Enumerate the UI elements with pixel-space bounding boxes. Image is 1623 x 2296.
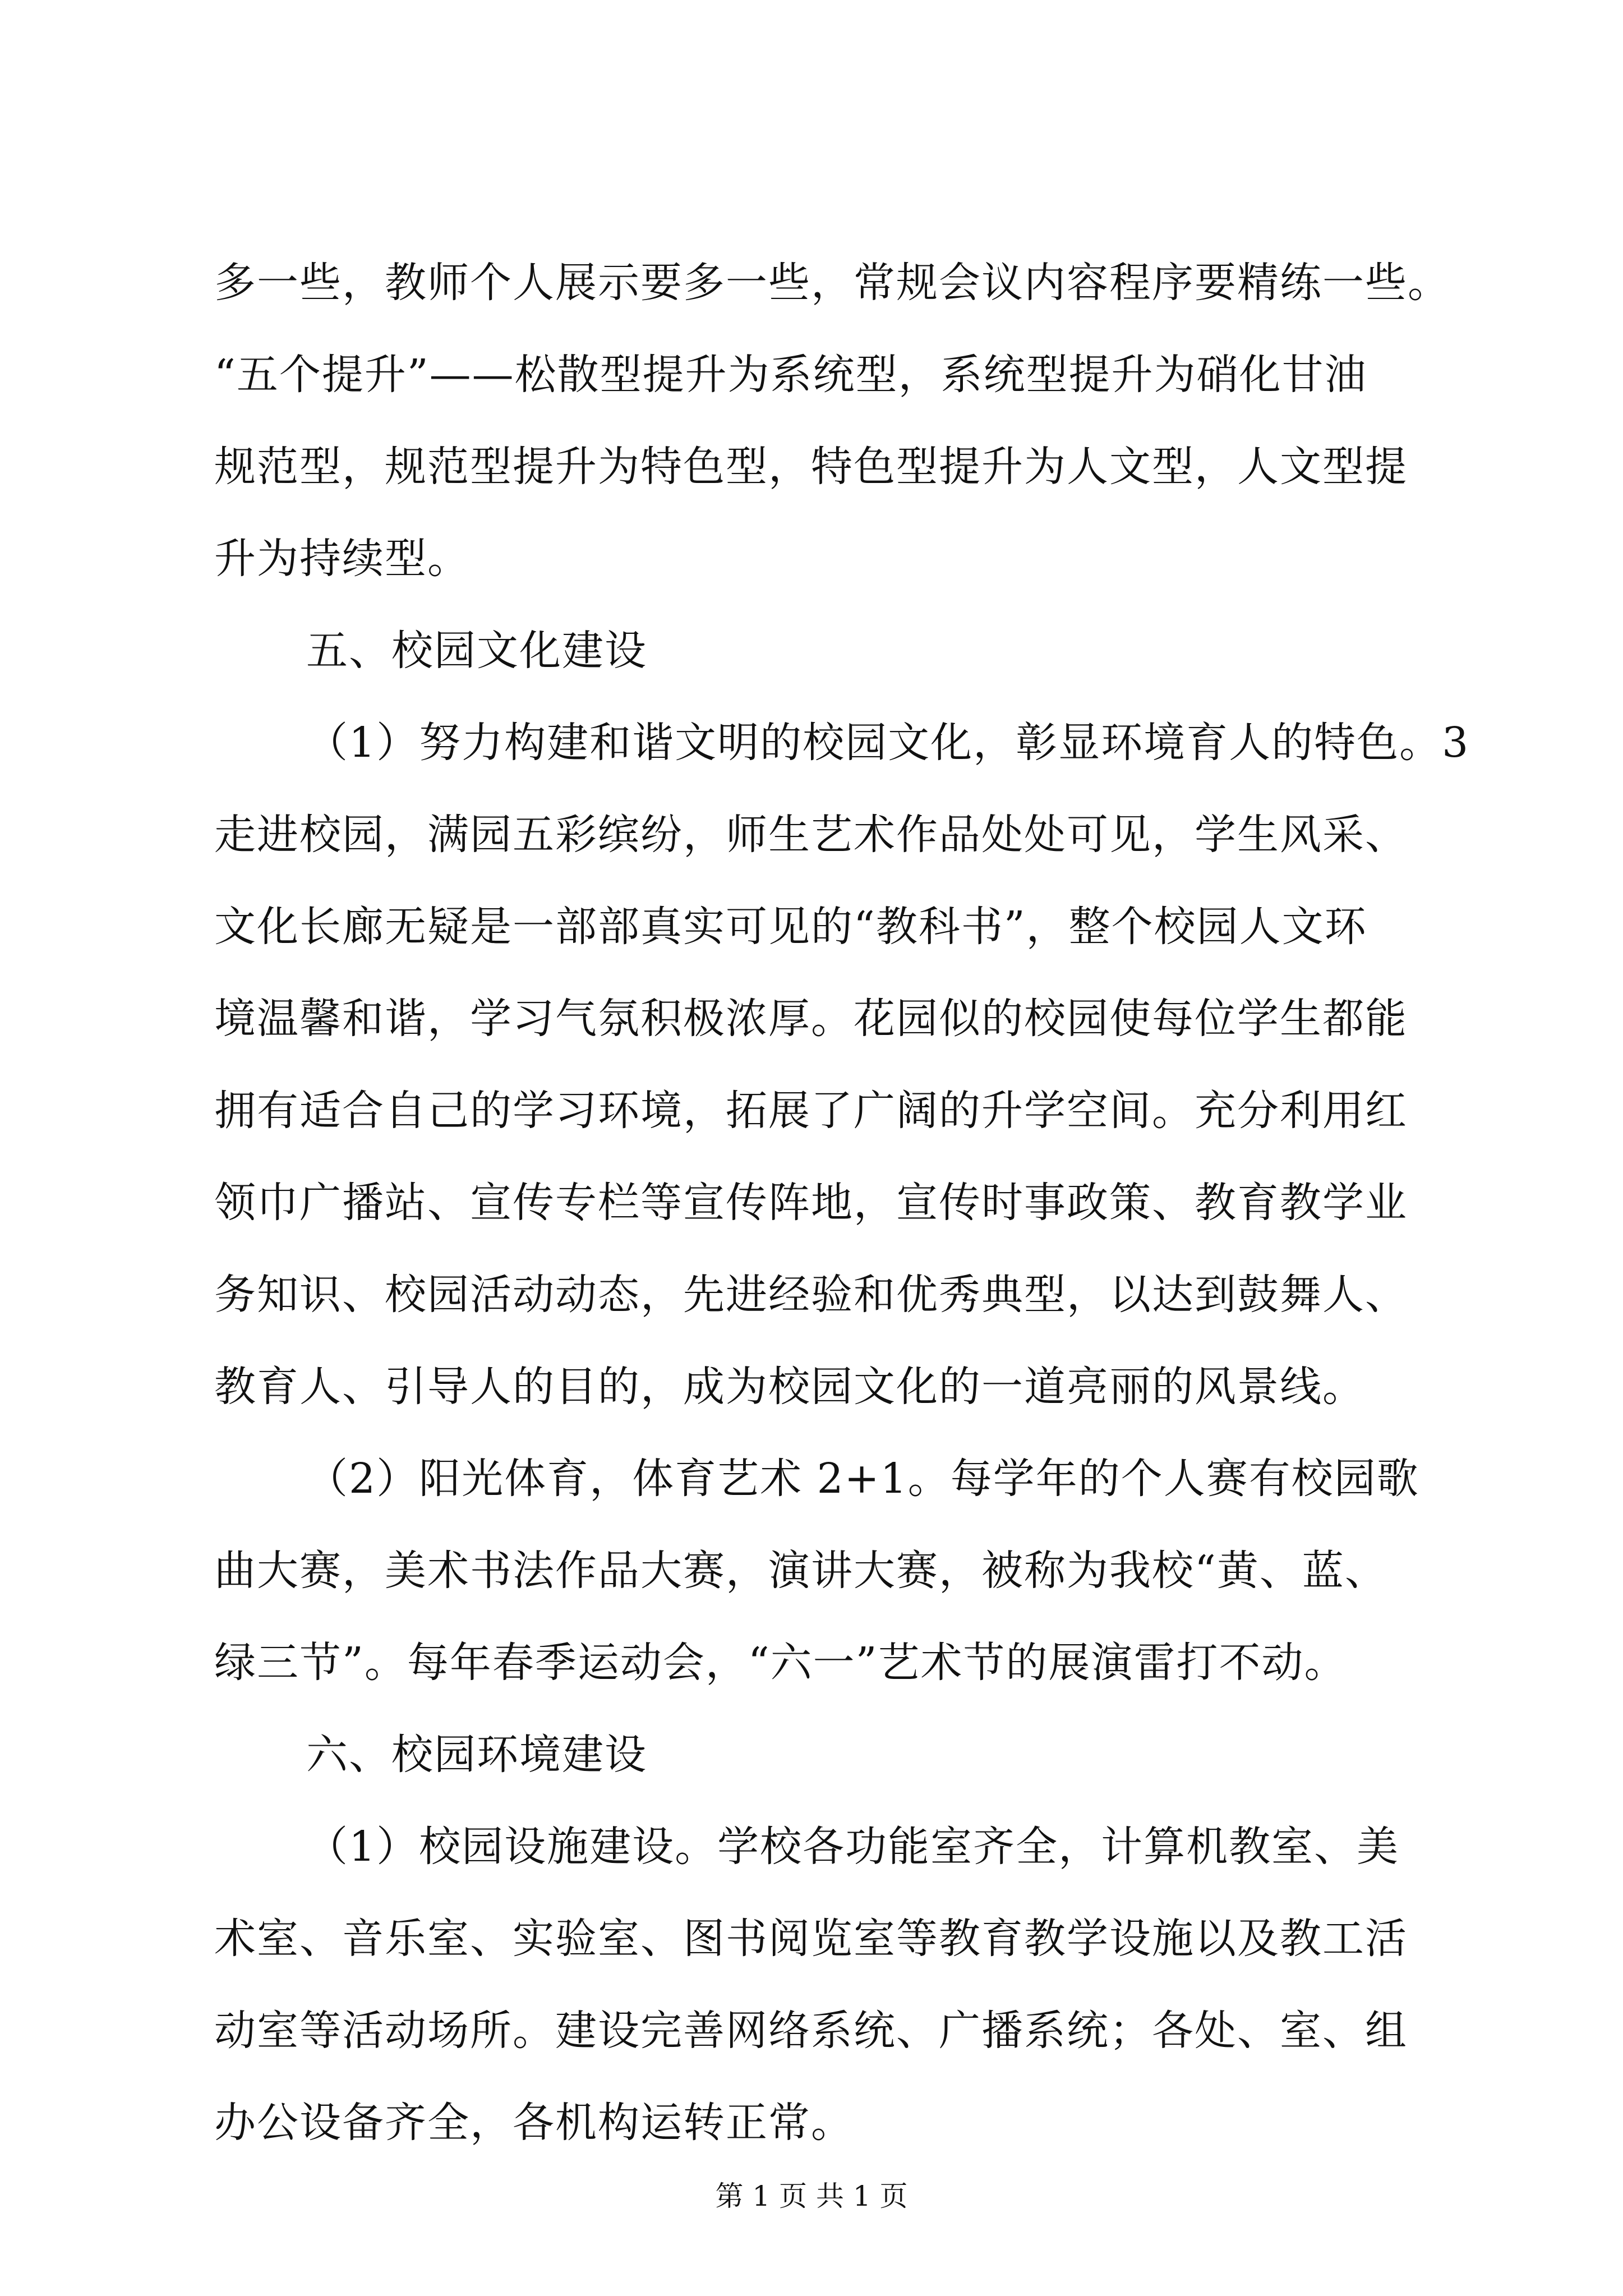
text-line: 术室、音乐室、实验室、图书阅览室等教育教学设施以及教工活: [214, 1915, 1408, 1963]
text-line: （1）校园设施建设。学校各功能室齐全，计算机教室、美: [306, 1823, 1400, 1871]
text-line: 曲大赛，美术书法作品大赛，演讲大赛，被称为我校“黄、蓝、: [214, 1547, 1387, 1595]
text-line: 绿三节”。每年春季运动会，“六一”艺术节的展演雷打不动。: [214, 1639, 1347, 1687]
text-line: 升为持续型。: [214, 535, 470, 583]
text-line: 多一些，教师个人展示要多一些，常规会议内容程序要精练一些。: [214, 259, 1450, 307]
text-line: （2）阳光体育，体育艺术 2+1。每学年的个人赛有校园歌: [306, 1455, 1419, 1503]
text-line: 规范型，规范型提升为特色型，特色型提升为人文型，人文型提: [214, 443, 1408, 491]
text-line: （1）努力构建和谐文明的校园文化，彰显环境育人的特色。3: [306, 719, 1470, 767]
section-heading: 五、校园文化建设: [306, 627, 647, 675]
text-line: 务知识、校园活动动态，先进经验和优秀典型，以达到鼓舞人、: [214, 1271, 1408, 1319]
text-line: 动室等活动场所。建设完善网络系统、广播系统；各处、室、组: [214, 2007, 1408, 2055]
text-line: 境温馨和谐，学习气氛积极浓厚。花园似的校园使每位学生都能: [214, 995, 1408, 1043]
page-footer: 第 1 页 共 1 页: [715, 2180, 908, 2212]
text-line: 文化长廊无疑是一部部真实可见的“教科书”，整个校园人文环: [214, 903, 1367, 951]
text-line: “五个提升”——松散型提升为系统型，系统型提升为硝化甘油: [214, 351, 1367, 399]
text-line: 拥有适合自己的学习环境，拓展了广阔的升学空间。充分利用红: [214, 1087, 1408, 1135]
text-line: 走进校园，满园五彩缤纷，师生艺术作品处处可见，学生风采、: [214, 811, 1408, 859]
section-heading: 六、校园环境建设: [306, 1731, 647, 1779]
text-line: 领巾广播站、宣传专栏等宣传阵地，宣传时事政策、教育教学业: [214, 1179, 1408, 1227]
text-line: 教育人、引导人的目的，成为校园文化的一道亮丽的风景线。: [214, 1363, 1365, 1411]
text-line: 办公设备齐全，各机构运转正常。: [214, 2099, 854, 2147]
